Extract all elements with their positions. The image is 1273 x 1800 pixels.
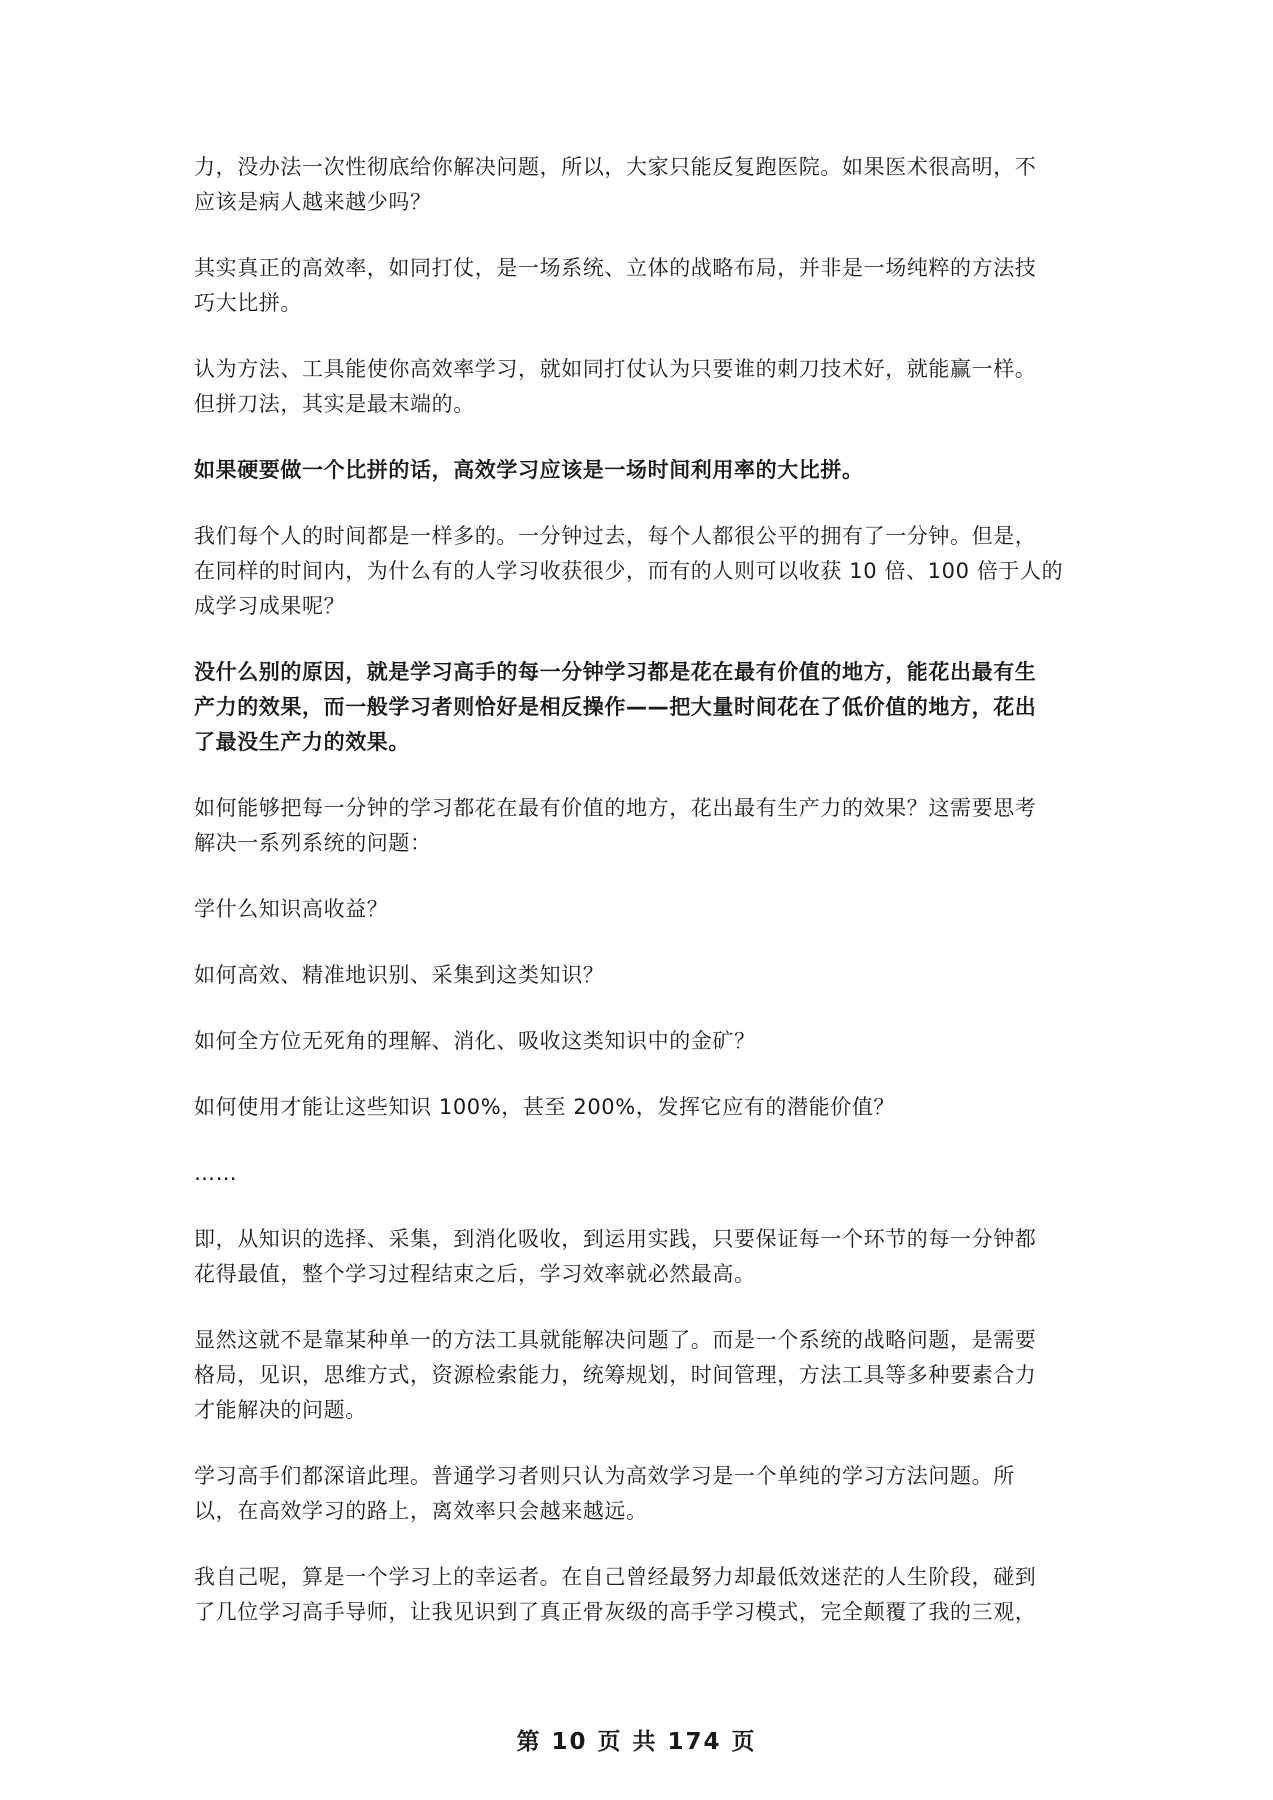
text-line: 应该是病人越来越少吗？ bbox=[194, 190, 432, 214]
document-body bbox=[194, 150, 1084, 1661]
text-line: 了几位学习高手导师，让我见识到了真正骨灰级的高手学习模式，完全颠覆了我的三观， bbox=[194, 1600, 1037, 1624]
text-line: 没什么别的原因，就是学习高手的每一分钟学习都是花在最有价值的地方，能花出最有生 bbox=[194, 660, 1037, 684]
ellipsis-line bbox=[194, 1156, 1084, 1191]
text-line: 即，从知识的选择、采集，到消化吸收，到运用实践，只要保证每一个环节的每一分钟都 bbox=[194, 1227, 1037, 1251]
paragraph-11 bbox=[194, 1560, 1084, 1630]
text-line: 才能解决的问题。 bbox=[194, 1398, 367, 1422]
paragraph-8 bbox=[194, 1222, 1084, 1292]
text-line: 解决一系列系统的问题： bbox=[194, 831, 432, 855]
text-line: 以，在高效学习的路上，离效率只会越来越远。 bbox=[194, 1499, 648, 1523]
text-line: 学习高手们都深谙此理。普通学习者则只认为高效学习是一个单纯的学习方法问题。所 bbox=[194, 1464, 1015, 1488]
text-line: 了最没生产力的效果。 bbox=[194, 730, 410, 754]
text-line: 在同样的时间内，为什么有的人学习收获很少，而有的人则可以收获 10 倍、100 倍于人的 bbox=[194, 559, 1064, 583]
text-line: 巧大比拼。 bbox=[194, 291, 302, 315]
question-2 bbox=[194, 958, 1084, 993]
text-line: 成学习成果呢？ bbox=[194, 594, 346, 618]
text-line: 如果硬要做一个比拼的话，高效学习应该是一场时间利用率的大比拼。 bbox=[194, 458, 864, 482]
question-1 bbox=[194, 892, 1084, 927]
text-line: 格局，见识，思维方式，资源检索能力，统筹规划，时间管理，方法工具等多种要素合力 bbox=[194, 1363, 1037, 1387]
page-number-footer: 第 10 页 共 174 页 bbox=[516, 1729, 757, 1755]
text-line: 如何使用才能让这些知识 100%，甚至 200%，发挥它应有的潜能价值？ bbox=[194, 1095, 896, 1119]
paragraph-6-emphasis bbox=[194, 655, 1084, 760]
question-3 bbox=[194, 1024, 1084, 1059]
text-line: 我们每个人的时间都是一样多的。一分钟过去，每个人都很公平的拥有了一分钟。但是， bbox=[194, 524, 1037, 548]
text-line: 但拼刀法，其实是最末端的。 bbox=[194, 392, 475, 416]
paragraph-2 bbox=[194, 251, 1084, 321]
question-4 bbox=[194, 1090, 1084, 1125]
paragraph-7 bbox=[194, 791, 1084, 861]
text-line: 学什么知识高收益？ bbox=[194, 897, 389, 921]
paragraph-5 bbox=[194, 519, 1084, 624]
paragraph-1 bbox=[194, 150, 1084, 220]
text-line: 认为方法、工具能使你高效率学习，就如同打仗认为只要谁的刺刀技术好，就能赢一样。 bbox=[194, 357, 1037, 381]
text-line: 如何能够把每一分钟的学习都花在最有价值的地方，花出最有生产力的效果？这需要思考 bbox=[194, 796, 1037, 820]
text-line: 我自己呢，算是一个学习上的幸运者。在自己曾经最努力却最低效迷茫的人生阶段，碰到 bbox=[194, 1565, 1037, 1589]
text-line: 产力的效果，而一般学习者则恰好是相反操作——把大量时间花在了低价值的地方，花出 bbox=[194, 695, 1037, 719]
text-line: 如何高效、精准地识别、采集到这类知识？ bbox=[194, 963, 605, 987]
paragraph-3 bbox=[194, 352, 1084, 422]
text-line: 花得最值，整个学习过程结束之后，学习效率就必然最高。 bbox=[194, 1262, 756, 1286]
text-line: 其实真正的高效率，如同打仗，是一场系统、立体的战略布局，并非是一场纯粹的方法技 bbox=[194, 256, 1037, 280]
text-line: …… bbox=[194, 1161, 238, 1185]
text-line: 力，没办法一次性彻底给你解决问题，所以，大家只能反复跑医院。如果医术很高明，不 bbox=[194, 155, 1037, 179]
paragraph-4-emphasis bbox=[194, 453, 1084, 488]
paragraph-10 bbox=[194, 1459, 1084, 1529]
paragraph-9 bbox=[194, 1323, 1084, 1428]
text-line: 如何全方位无死角的理解、消化、吸收这类知识中的金矿？ bbox=[194, 1029, 756, 1053]
text-line: 显然这就不是靠某种单一的方法工具就能解决问题了。而是一个系统的战略问题，是需要 bbox=[194, 1328, 1037, 1352]
